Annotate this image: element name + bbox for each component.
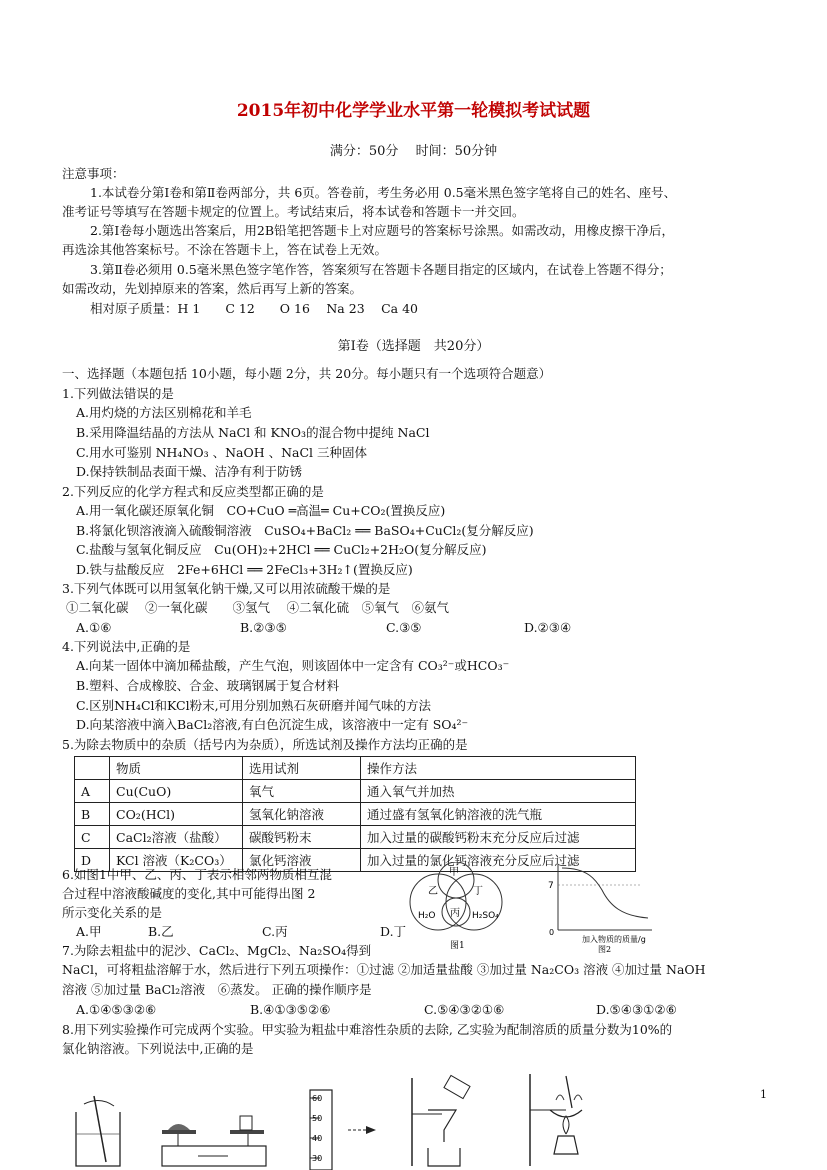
question-5-stem: 5.为除去物质中的杂质（括号内为杂质），所选试剂及操作方法均正确的是 [62,737,468,752]
fig1-label-acid: H₂SO₄ [472,911,499,921]
question-4-option: D.向某溶液中滴入BaCl₂溶液,有白色沉淀生成，该溶液中一定有 SO₄²⁻ [76,717,469,732]
question-2-option: B.将氯化钡溶液滴入硫酸铜溶液 CuSO₄+BaCl₂ ══ BaSO₄+CuCl₂(复分解反应) [76,523,534,538]
table-header-cell [75,757,110,780]
table-row [75,803,636,826]
table-cell: CO₂(HCl) [110,803,243,826]
question-2-stem: 2.下列反应的化学方程式和反应类型都正确的是 [62,484,324,499]
note-line: 3.第Ⅱ卷必须用 0.5毫米黑色签字笔作答，答案须写在答题卡各题目指定的区域内，在试卷上答题不得分； [90,262,672,277]
table-cell: KCl 溶液（K₂CO₃） [110,849,243,872]
question-7-option: A.①④⑤③②⑥ [76,1002,157,1017]
cylinder-tick: 60 [312,1094,323,1103]
question-3-option: D.②③④ [524,620,572,635]
table-header-cell: 选用试剂 [243,757,361,780]
table-cell: 氧气 [243,780,361,803]
question-3-items: ①二氧化碳 ②一氧化碳 ③氢气 ④二氧化硫 ⑤氧气 ⑥氨气 [66,600,449,615]
table-cell: A [75,780,110,803]
note-line: 再选涂其他答案标号。不涂在答题卡上，答在试卷上无效。 [62,242,388,257]
note-line: 如需改动，先划掉原来的答案，然后再写上新的答案。 [62,281,363,296]
question-6-option: D.丁 [380,924,407,939]
table-cell: 加入过量的碳酸钙粉末充分反应后过滤 [361,826,636,849]
atomic-masses: 相对原子质量：H 1 C 12 O 16 Na 23 Ca 40 [90,301,419,316]
table-cell: C [75,826,110,849]
fig2-y-tick: 7 [548,881,554,891]
question-7-option: C.⑤④③②①⑥ [424,1002,505,1017]
table-cell: 氢氧化钠溶液 [243,803,361,826]
balance-image [158,1102,270,1170]
question-6-option: B.乙 [148,924,174,939]
question-3-stem: 3.下列气体既可以用氢氧化钠干燥,又可以用浓硫酸干燥的是 [62,581,391,596]
question-7-stem: NaCl，可将粗盐溶解于水，然后进行下列五项操作：①过滤 ②加适量盐酸 ③加过量 Na₂CO₃ 溶液 ④加过量 NaOH [62,962,706,977]
table-cell: CaCl₂溶液（盐酸） [110,826,243,849]
question-8-stem: 氯化钠溶液。下列说法中,正确的是 [62,1041,254,1056]
question-7-option: D.⑤④③①②⑥ [596,1002,677,1017]
fig1-label-water: H₂O [418,911,436,921]
note-line: 1.本试卷分第Ⅰ卷和第Ⅱ卷两部分，共 6页。答卷前，考生务必用 0.5毫米黑色签字笔将自己的姓名、座号、 [90,185,677,200]
question-3-option: A.①⑥ [76,620,112,635]
graduated-cylinder-image [304,1088,384,1170]
table-header-cell: 物质 [110,757,243,780]
table-cell: 氯化钙溶液 [243,849,361,872]
figure-1-venn [398,862,516,954]
table-header-row [75,757,636,780]
question-7-stem: 溶液 ⑤加过量 BaCl₂溶液 ⑥蒸发。 正确的操作顺序是 [62,982,372,997]
cylinder-tick: 50 [312,1114,323,1123]
table-cell: 通入氧气并加热 [361,780,636,803]
question-6-stem: 合过程中溶液酸碱度的变化,其中可能得出图 2 [62,886,316,901]
page-number: 1 [760,1088,767,1101]
question-7-option: B.④①③⑤②⑥ [250,1002,331,1017]
fig1-label-bing: 丙 [450,908,460,919]
question-6-stem: 所示变化关系的是 [62,905,163,920]
page-title: 2015年初中化学学业水平第一轮模拟考试试题 [236,101,591,121]
figure-2-graph [540,860,660,954]
table-cell: 加入过量的氯化钙溶液充分反应后过滤 [361,849,636,872]
question-2-option: D.铁与盐酸反应 2Fe+6HCl ══ 2FeCl₃+3H₂↑(置换反应) [76,562,413,577]
fig1-label-jia: 甲 [449,867,459,878]
fig2-caption: 图2 [598,945,612,954]
question-4-option: B.塑料、合成橡胶、合金、玻璃钢属于复合材料 [76,678,340,693]
question-1-option: B.采用降温结晶的方法从 NaCl 和 KNO₃的混合物中提纯 NaCl [76,425,430,440]
beaker-stirring-image [70,1094,126,1170]
evaporation-image [520,1070,604,1170]
question-3-option: B.②③⑤ [240,620,287,635]
part-intro: 一、选择题（本题包括 10小题，每小题 2分，共 20分。每小题只有一个选项符合题意） [62,366,552,381]
question-6-stem: 6.如图1中甲、乙、丙、丁表示相邻两物质相互混 [62,867,332,882]
table-cell: Cu(CuO) [110,780,243,803]
question-4-option: A.向某一固体中滴加稀盐酸，产生气泡，则该固体中一定含有 CO₃²⁻或HCO₃⁻ [76,658,510,673]
table-header-cell: 操作方法 [361,757,636,780]
question-1-option: D.保持铁制品表面干燥、洁净有利于防锈 [76,464,303,479]
question-1-stem: 1.下列做法错误的是 [62,386,174,401]
question-3-option: C.③⑤ [386,620,422,635]
question-6-option: A.甲 [76,924,102,939]
table-cell: 通过盛有氢氧化钠溶液的洗气瓶 [361,803,636,826]
notes-heading: 注意事项： [62,166,125,181]
question-1-option: C.用水可鉴别 NH₄NO₃ 、NaOH 、NaCl 三种固体 [76,445,368,460]
table-cell: D [75,849,110,872]
section-heading: 第Ⅰ卷（选择题 共20分） [337,339,490,354]
fig2-origin: 0 [549,928,555,937]
impurity-table [74,756,636,872]
table-row [75,826,636,849]
exam-meta: 满分：50分 时间：50分钟 [329,144,498,159]
cylinder-tick: 40 [312,1134,323,1143]
question-2-option: A.用一氧化碳还原氧化铜 CO+CuO ═高温═ Cu+CO₂(置换反应) [76,503,446,518]
note-line: 准考证号等填写在答题卡规定的位置上。考试结束后，将本试卷和答题卡一并交回。 [62,204,525,219]
question-2-option: C.盐酸与氢氧化铜反应 Cu(OH)₂+2HCl ══ CuCl₂+2H₂O(复分解反应) [76,542,487,557]
question-6-option: C.丙 [262,924,288,939]
table-cell: B [75,803,110,826]
fig1-label-ding: 丁 [473,886,483,897]
question-4-option: C.区别NH₄Cl和KCl粉末,可用分别加熟石灰研磨并闻气味的方法 [76,698,432,713]
question-4-stem: 4.下列说法中,正确的是 [62,639,191,654]
note-line: 2.第Ⅰ卷每小题选出答案后，用2B铅笔把答题卡上对应题号的答案标号涂黑。如需改动，用橡皮擦干净后， [90,223,675,238]
fig2-x-label: 加入物质的质量/g [582,935,646,944]
table-cell: 碳酸钙粉末 [243,826,361,849]
question-8-stem: 8.用下列实验操作可完成两个实验。甲实验为粗盐中难溶性杂质的去除, 乙实验为配制溶质的质量分数为10%的 [62,1022,673,1037]
question-1-option: A.用灼烧的方法区别棉花和羊毛 [76,405,252,420]
fig1-caption: 图1 [450,941,465,951]
table-row [75,780,636,803]
cylinder-tick: 30 [312,1154,323,1163]
filtration-image [398,1074,482,1170]
question-7-stem: 7.为除去粗盐中的泥沙、CaCl₂、MgCl₂、Na₂SO₄得到 [62,943,372,958]
fig1-label-yi: 乙 [428,886,438,897]
